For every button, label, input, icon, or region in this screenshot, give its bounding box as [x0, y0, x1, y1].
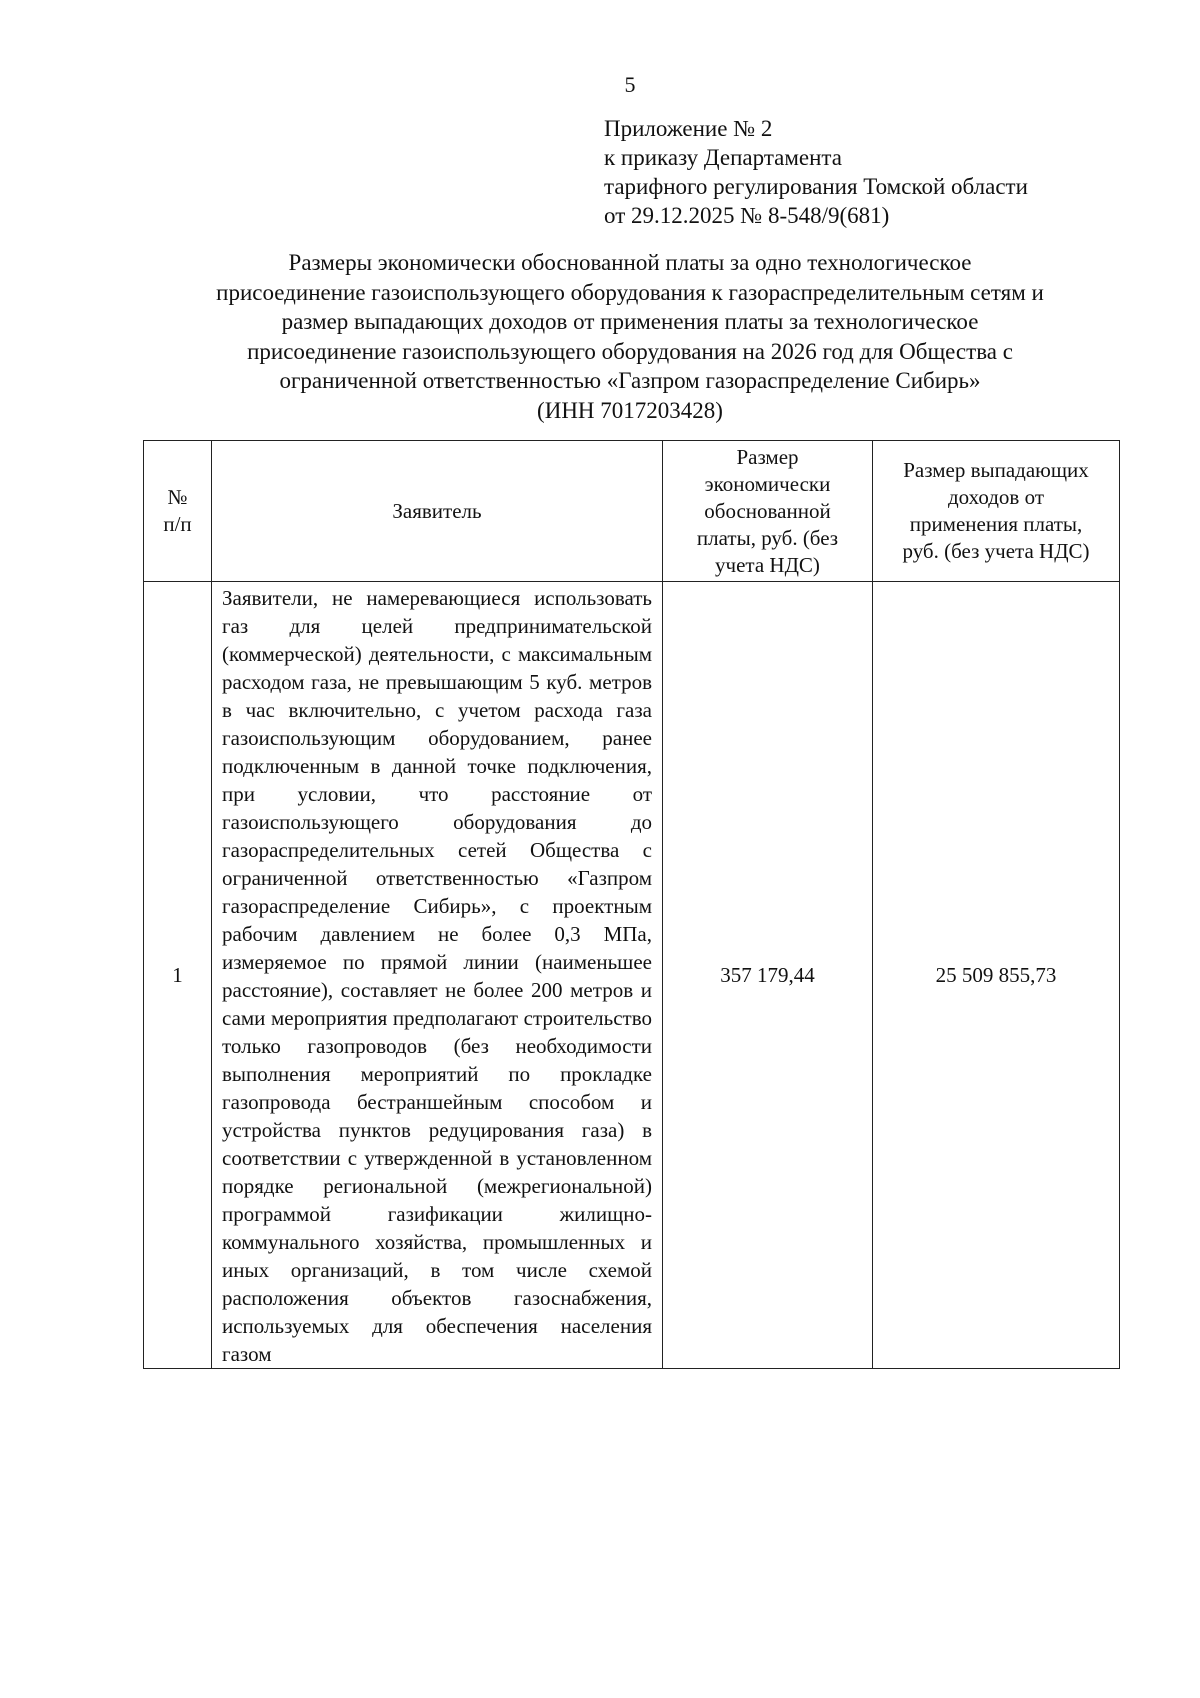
appendix-line: тарифного регулирования Томской области	[604, 174, 1028, 199]
tariff-table	[143, 440, 1120, 1369]
header-fee-line: обоснованной	[704, 498, 831, 523]
header-lost-income-line: применения платы,	[909, 512, 1083, 536]
header-lost-income-line: руб. (без учета НДС)	[902, 539, 1090, 563]
title-line: размер выпадающих доходов от применения платы за технологическое	[281, 309, 979, 334]
page-number: 5	[624, 72, 636, 97]
header-number-line: п/п	[163, 512, 192, 536]
title-line: (ИНН 7017203428)	[537, 397, 723, 423]
row-lost-income: 25 509 855,73	[873, 582, 1120, 1369]
title-line: присоединение газоиспользующего оборудования к газораспределительным сетям и	[216, 279, 1044, 305]
document-title	[140, 248, 1120, 425]
table-header-row	[144, 441, 1120, 582]
title-line: ограниченной ответственностью «Газпром газораспределение Сибирь»	[279, 368, 981, 393]
row-applicant: Заявители, не намеревающиеся использовать газ для целей предпринимательской (коммерческой) деятельности, с максимальным расходом газа, не превышающим 5 куб. метров в час включительно, с учетом расхода газа газоиспользующим оборудованием, ранее подключенным в данной точке подключения, при условии, что расстояние от газоиспользующего оборудования до газораспределительных сетей Общества с ограниченной ответственностью «Газпром газораспределение Сибирь», с проектным рабочим давлением не более 0,3 МПа, измеряемое по прямой линии (наименьшее расстояние), составляет не более 200 метров и сами мероприятия предполагают строительство только газопроводов (без необходимости выполнения мероприятий по прокладке газопровода бестраншейным способом и устройства пунктов редуцирования газа) в соответствии с утвержденной в установленном порядке региональной (межрегиональной) программой газификации жилищно-коммунального хозяйства, промышленных и иных организаций, в том числе схемой расположения объектов газоснабжения, используемых для обеспечения населения газом	[212, 582, 663, 1369]
title-line: присоединение газоиспользующего оборудования на 2026 год для Общества с	[247, 338, 1013, 364]
header-fee-line: учета НДС)	[715, 552, 820, 577]
header-lost-income-line: Размер выпадающих	[903, 458, 1089, 482]
header-fee-line: Размер	[736, 444, 799, 469]
appendix-line: от 29.12.2025 № 8-548/9(681)	[604, 203, 890, 228]
header-fee	[663, 441, 873, 582]
appendix-line: к приказу Департамента	[604, 145, 842, 170]
header-lost-income	[873, 441, 1120, 582]
header-lost-income-line: доходов от	[947, 485, 1044, 509]
appendix-line: Приложение № 2	[604, 116, 773, 141]
row-fee: 357 179,44	[663, 582, 873, 1369]
header-number	[144, 441, 212, 582]
header-applicant: Заявитель	[212, 441, 663, 582]
appendix-block	[604, 114, 1028, 230]
table-row	[144, 582, 1120, 1369]
title-line: Размеры экономически обоснованной платы за одно технологическое	[288, 250, 972, 275]
row-number: 1	[144, 582, 212, 1369]
header-fee-line: платы, руб. (без	[696, 525, 839, 550]
header-fee-line: экономически	[704, 471, 831, 496]
header-number-line: №	[167, 485, 188, 509]
